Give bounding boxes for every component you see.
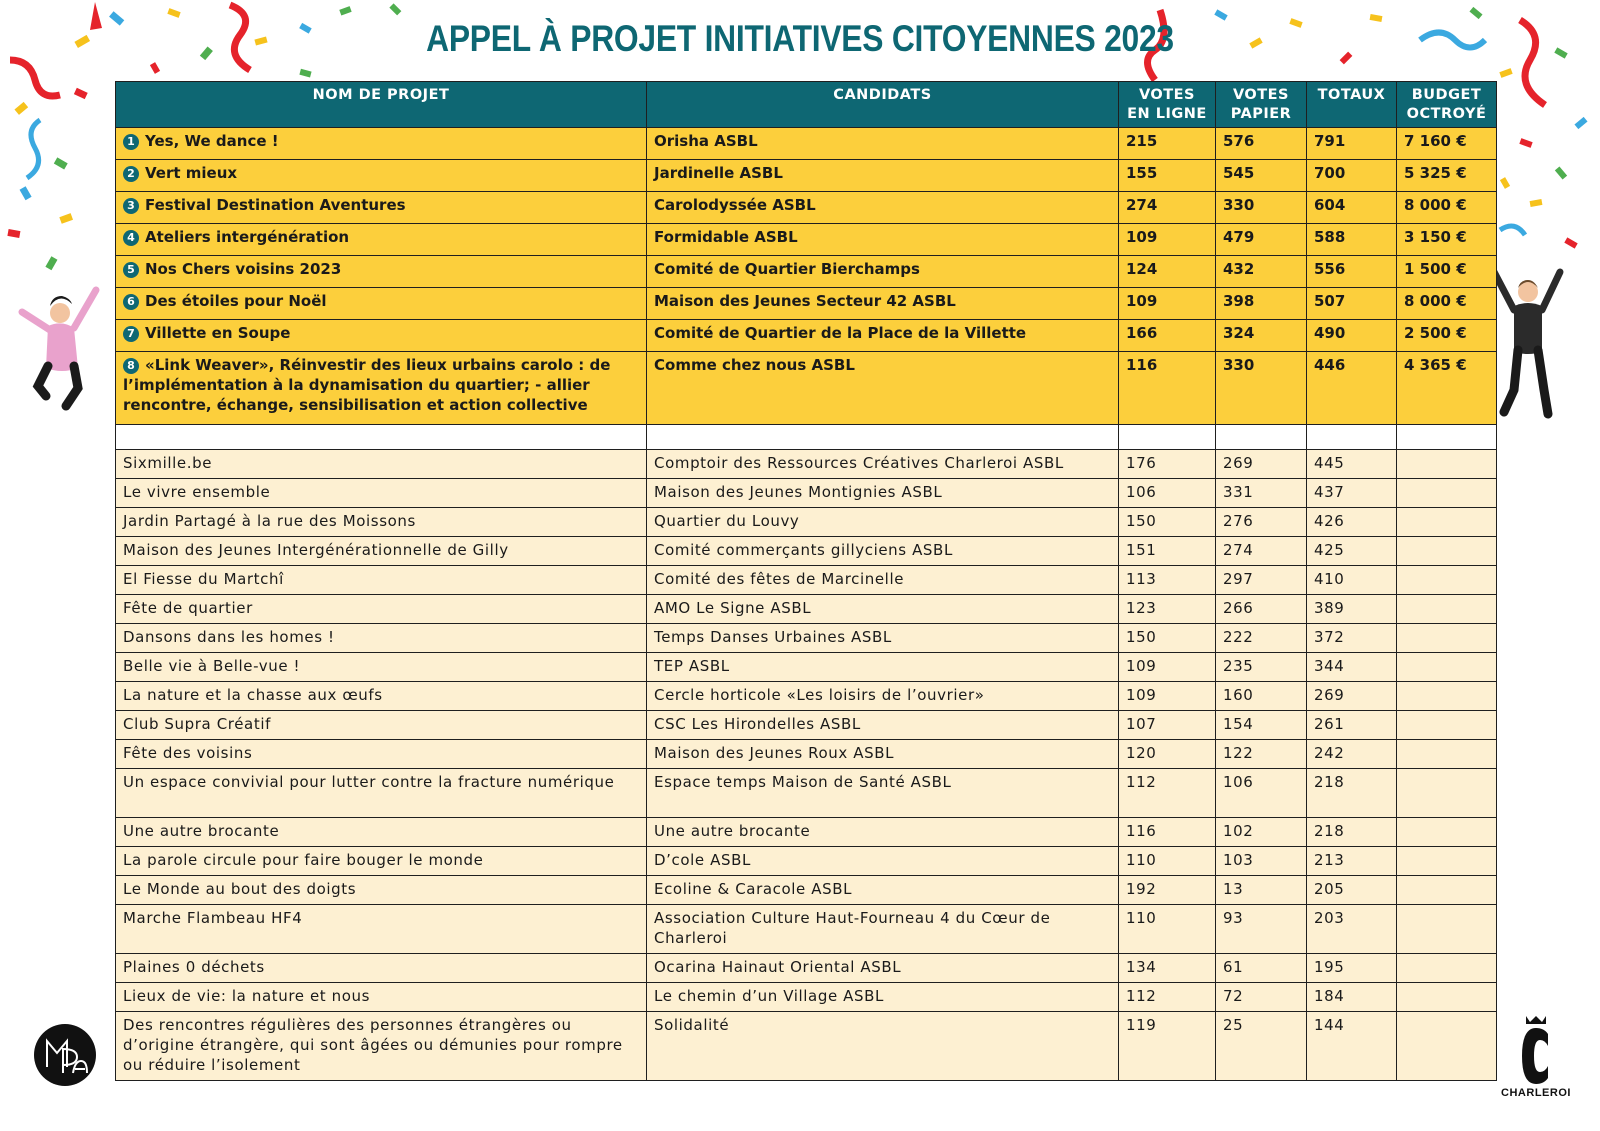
- project-row: [116, 876, 1497, 905]
- col-header-project: NOM DE PROJET: [116, 82, 647, 128]
- mpa-logo: [33, 1023, 97, 1087]
- total-votes-cell: 372: [1307, 624, 1397, 653]
- online-votes-cell: 124: [1119, 256, 1216, 288]
- project-name-cell: Le Monde au bout des doigts: [116, 876, 647, 905]
- candidate-cell: Espace temps Maison de Santé ASBL: [647, 769, 1119, 818]
- candidate-cell: Jardinelle ASBL: [647, 160, 1119, 192]
- project-row: [116, 740, 1497, 769]
- candidate-cell: Comité des fêtes de Marcinelle: [647, 566, 1119, 595]
- paper-votes-cell: 398: [1216, 288, 1307, 320]
- project-name-cell: Club Supra Créatif: [116, 711, 647, 740]
- paper-votes-cell: 235: [1216, 653, 1307, 682]
- online-votes-cell: 116: [1119, 818, 1216, 847]
- rank-badge: 8: [123, 358, 139, 374]
- candidate-cell: Ocarina Hainaut Oriental ASBL: [647, 954, 1119, 983]
- online-votes-cell: 109: [1119, 224, 1216, 256]
- rank-badge: 7: [123, 326, 139, 342]
- total-votes-cell: 203: [1307, 905, 1397, 954]
- charleroi-logo: [1500, 1012, 1572, 1102]
- online-votes-cell: 150: [1119, 624, 1216, 653]
- project-name-cell: Fête de quartier: [116, 595, 647, 624]
- project-name-cell: Jardin Partagé à la rue des Moissons: [116, 508, 647, 537]
- project-row: [116, 537, 1497, 566]
- budget-cell: [1397, 450, 1497, 479]
- project-name: Nos Chers voisins 2023: [145, 260, 342, 278]
- project-name-cell: [116, 352, 647, 425]
- paper-votes-cell: 269: [1216, 450, 1307, 479]
- total-votes-cell: 556: [1307, 256, 1397, 288]
- total-votes-cell: 700: [1307, 160, 1397, 192]
- total-votes-cell: 426: [1307, 508, 1397, 537]
- budget-cell: [1397, 983, 1497, 1012]
- budget-cell: [1397, 537, 1497, 566]
- rank-badge: 2: [123, 166, 139, 182]
- paper-votes-cell: 297: [1216, 566, 1307, 595]
- online-votes-cell: 112: [1119, 983, 1216, 1012]
- candidate-cell: Formidable ASBL: [647, 224, 1119, 256]
- candidate-cell: D’cole ASBL: [647, 847, 1119, 876]
- paper-votes-cell: 331: [1216, 479, 1307, 508]
- online-votes-cell: 274: [1119, 192, 1216, 224]
- col-header-online-votes: VOTES EN LIGNE: [1119, 82, 1216, 128]
- candidate-cell: Comité commerçants gillyciens ASBL: [647, 537, 1119, 566]
- paper-votes-cell: 93: [1216, 905, 1307, 954]
- table-header-row: [116, 82, 1497, 128]
- project-row: [116, 566, 1497, 595]
- budget-cell: 5 325 €: [1397, 160, 1497, 192]
- paper-votes-cell: 274: [1216, 537, 1307, 566]
- online-votes-cell: 109: [1119, 288, 1216, 320]
- total-votes-cell: 344: [1307, 653, 1397, 682]
- online-votes-cell: 120: [1119, 740, 1216, 769]
- total-votes-cell: 205: [1307, 876, 1397, 905]
- total-votes-cell: 184: [1307, 983, 1397, 1012]
- paper-votes-cell: 122: [1216, 740, 1307, 769]
- paper-votes-cell: 276: [1216, 508, 1307, 537]
- total-votes-cell: 269: [1307, 682, 1397, 711]
- paper-votes-cell: 330: [1216, 352, 1307, 425]
- budget-cell: [1397, 818, 1497, 847]
- total-votes-cell: 213: [1307, 847, 1397, 876]
- budget-cell: [1397, 566, 1497, 595]
- total-votes-cell: 261: [1307, 711, 1397, 740]
- rank-badge: 3: [123, 198, 139, 214]
- paper-votes-cell: 102: [1216, 818, 1307, 847]
- online-votes-cell: 116: [1119, 352, 1216, 425]
- project-row: [116, 479, 1497, 508]
- rank-badge: 1: [123, 134, 139, 150]
- project-name-cell: El Fiesse du Martchî: [116, 566, 647, 595]
- charleroi-crown-icon: [1500, 1012, 1572, 1086]
- total-votes-cell: 446: [1307, 352, 1397, 425]
- budget-cell: 1 500 €: [1397, 256, 1497, 288]
- project-name-cell: [116, 256, 647, 288]
- paper-votes-cell: 479: [1216, 224, 1307, 256]
- total-votes-cell: 242: [1307, 740, 1397, 769]
- winner-row: [116, 160, 1497, 192]
- project-name-cell: Fête des voisins: [116, 740, 647, 769]
- budget-cell: 7 160 €: [1397, 128, 1497, 160]
- project-name-cell: Dansons dans les homes !: [116, 624, 647, 653]
- budget-cell: [1397, 624, 1497, 653]
- online-votes-cell: 110: [1119, 905, 1216, 954]
- online-votes-cell: 119: [1119, 1012, 1216, 1081]
- project-row: [116, 595, 1497, 624]
- project-name: Vert mieux: [145, 164, 238, 182]
- total-votes-cell: 445: [1307, 450, 1397, 479]
- total-votes-cell: 791: [1307, 128, 1397, 160]
- project-row: [116, 508, 1497, 537]
- total-votes-cell: 490: [1307, 320, 1397, 352]
- candidate-cell: Cercle horticole «Les loisirs de l’ouvrier»: [647, 682, 1119, 711]
- project-name: Yes, We dance !: [145, 132, 279, 150]
- results-table: [115, 81, 1497, 1081]
- candidate-cell: Le chemin d’un Village ASBL: [647, 983, 1119, 1012]
- online-votes-cell: 151: [1119, 537, 1216, 566]
- project-name-cell: [116, 320, 647, 352]
- project-name: Villette en Soupe: [145, 324, 291, 342]
- winner-row: [116, 288, 1497, 320]
- col-header-totals: TOTAUX: [1307, 82, 1397, 128]
- project-row: [116, 450, 1497, 479]
- total-votes-cell: 507: [1307, 288, 1397, 320]
- project-name-cell: [116, 224, 647, 256]
- online-votes-cell: 155: [1119, 160, 1216, 192]
- total-votes-cell: 195: [1307, 954, 1397, 983]
- project-name: Ateliers intergénération: [145, 228, 350, 246]
- budget-cell: [1397, 769, 1497, 818]
- project-row: [116, 653, 1497, 682]
- budget-cell: [1397, 653, 1497, 682]
- online-votes-cell: 166: [1119, 320, 1216, 352]
- project-name: Des étoiles pour Noël: [145, 292, 327, 310]
- paper-votes-cell: 324: [1216, 320, 1307, 352]
- project-name-cell: Plaines 0 déchets: [116, 954, 647, 983]
- candidate-cell: Une autre brocante: [647, 818, 1119, 847]
- budget-cell: [1397, 954, 1497, 983]
- project-row: [116, 1012, 1497, 1081]
- winner-row: [116, 352, 1497, 425]
- total-votes-cell: 588: [1307, 224, 1397, 256]
- total-votes-cell: 144: [1307, 1012, 1397, 1081]
- budget-cell: 8 000 €: [1397, 288, 1497, 320]
- paper-votes-cell: 61: [1216, 954, 1307, 983]
- total-votes-cell: 218: [1307, 818, 1397, 847]
- winner-row: [116, 224, 1497, 256]
- project-name-cell: Maison des Jeunes Intergénérationnelle de Gilly: [116, 537, 647, 566]
- budget-cell: [1397, 876, 1497, 905]
- budget-cell: 8 000 €: [1397, 192, 1497, 224]
- paper-votes-cell: 576: [1216, 128, 1307, 160]
- candidate-cell: Comptoir des Ressources Créatives Charleroi ASBL: [647, 450, 1119, 479]
- budget-cell: [1397, 595, 1497, 624]
- winner-row: [116, 256, 1497, 288]
- candidate-cell: Quartier du Louvy: [647, 508, 1119, 537]
- total-votes-cell: 410: [1307, 566, 1397, 595]
- total-votes-cell: 604: [1307, 192, 1397, 224]
- paper-votes-cell: 154: [1216, 711, 1307, 740]
- paper-votes-cell: 72: [1216, 983, 1307, 1012]
- project-name-cell: [116, 160, 647, 192]
- rank-badge: 5: [123, 262, 139, 278]
- budget-cell: 4 365 €: [1397, 352, 1497, 425]
- budget-cell: 3 150 €: [1397, 224, 1497, 256]
- online-votes-cell: 110: [1119, 847, 1216, 876]
- project-name-cell: Lieux de vie: la nature et nous: [116, 983, 647, 1012]
- col-header-budget: BUDGET OCTROYÉ: [1397, 82, 1497, 128]
- project-row: [116, 711, 1497, 740]
- budget-cell: [1397, 479, 1497, 508]
- paper-votes-cell: 103: [1216, 847, 1307, 876]
- candidate-cell: TEP ASBL: [647, 653, 1119, 682]
- paper-votes-cell: 222: [1216, 624, 1307, 653]
- online-votes-cell: 112: [1119, 769, 1216, 818]
- project-name-cell: [116, 128, 647, 160]
- project-row: [116, 847, 1497, 876]
- online-votes-cell: 150: [1119, 508, 1216, 537]
- project-row: [116, 624, 1497, 653]
- candidate-cell: Temps Danses Urbaines ASBL: [647, 624, 1119, 653]
- project-row: [116, 818, 1497, 847]
- project-row: [116, 954, 1497, 983]
- paper-votes-cell: 160: [1216, 682, 1307, 711]
- candidate-cell: Comité de Quartier de la Place de la Villette: [647, 320, 1119, 352]
- project-name-cell: La nature et la chasse aux œufs: [116, 682, 647, 711]
- budget-cell: [1397, 1012, 1497, 1081]
- winner-row: [116, 320, 1497, 352]
- jumping-man-illustration: [1492, 268, 1560, 414]
- candidate-cell: Orisha ASBL: [647, 128, 1119, 160]
- total-votes-cell: 437: [1307, 479, 1397, 508]
- candidate-cell: Maison des Jeunes Roux ASBL: [647, 740, 1119, 769]
- candidate-cell: Maison des Jeunes Secteur 42 ASBL: [647, 288, 1119, 320]
- candidate-cell: Comité de Quartier Bierchamps: [647, 256, 1119, 288]
- project-name-cell: Sixmille.be: [116, 450, 647, 479]
- charleroi-wordmark: CHARLEROI: [1501, 1087, 1571, 1099]
- project-name-cell: [116, 288, 647, 320]
- candidate-cell: AMO Le Signe ASBL: [647, 595, 1119, 624]
- total-votes-cell: 389: [1307, 595, 1397, 624]
- winners-section: [116, 128, 1497, 425]
- project-row: [116, 905, 1497, 954]
- paper-votes-cell: 545: [1216, 160, 1307, 192]
- online-votes-cell: 176: [1119, 450, 1216, 479]
- project-name-cell: Un espace convivial pour lutter contre la fracture numérique: [116, 769, 647, 818]
- online-votes-cell: 123: [1119, 595, 1216, 624]
- candidate-cell: Ecoline & Caracole ASBL: [647, 876, 1119, 905]
- budget-cell: [1397, 740, 1497, 769]
- paper-votes-cell: 25: [1216, 1012, 1307, 1081]
- online-votes-cell: 215: [1119, 128, 1216, 160]
- project-row: [116, 769, 1497, 818]
- rank-badge: 4: [123, 230, 139, 246]
- candidate-cell: CSC Les Hirondelles ASBL: [647, 711, 1119, 740]
- candidate-cell: Solidalité: [647, 1012, 1119, 1081]
- project-name-cell: La parole circule pour faire bouger le monde: [116, 847, 647, 876]
- paper-votes-cell: 266: [1216, 595, 1307, 624]
- budget-cell: [1397, 682, 1497, 711]
- others-section: [116, 450, 1497, 1081]
- project-row: [116, 682, 1497, 711]
- candidate-cell: Carolodyssée ASBL: [647, 192, 1119, 224]
- budget-cell: [1397, 508, 1497, 537]
- candidate-cell: Association Culture Haut-Fourneau 4 du Cœur de Charleroi: [647, 905, 1119, 954]
- project-name-cell: [116, 192, 647, 224]
- budget-cell: [1397, 847, 1497, 876]
- paper-votes-cell: 106: [1216, 769, 1307, 818]
- candidate-cell: Maison des Jeunes Montignies ASBL: [647, 479, 1119, 508]
- online-votes-cell: 113: [1119, 566, 1216, 595]
- rank-badge: 6: [123, 294, 139, 310]
- project-name: «Link Weaver», Réinvestir des lieux urbains carolo : de l’implémentation à la dynamisation du quartier; - allier rencontre, échange, sensibilisation et action collective: [123, 356, 611, 414]
- jumping-woman-illustration: [22, 290, 96, 406]
- total-votes-cell: 425: [1307, 537, 1397, 566]
- spacer-row: [116, 425, 1497, 450]
- online-votes-cell: 192: [1119, 876, 1216, 905]
- budget-cell: [1397, 711, 1497, 740]
- online-votes-cell: 107: [1119, 711, 1216, 740]
- paper-votes-cell: 432: [1216, 256, 1307, 288]
- budget-cell: 2 500 €: [1397, 320, 1497, 352]
- col-header-paper-votes: VOTES PAPIER: [1216, 82, 1307, 128]
- project-row: [116, 983, 1497, 1012]
- spacer-section: [116, 425, 1497, 450]
- online-votes-cell: 109: [1119, 682, 1216, 711]
- project-name-cell: Des rencontres régulières des personnes étrangères ou d’origine étrangère, qui sont âgées ou démunies pour rompre ou réduire l’isolement: [116, 1012, 647, 1081]
- total-votes-cell: 218: [1307, 769, 1397, 818]
- paper-votes-cell: 330: [1216, 192, 1307, 224]
- winner-row: [116, 192, 1497, 224]
- winner-row: [116, 128, 1497, 160]
- page-title: APPEL À PROJET INITIATIVES CITOYENNES 2023: [426, 18, 1174, 59]
- candidate-cell: Comme chez nous ASBL: [647, 352, 1119, 425]
- online-votes-cell: 134: [1119, 954, 1216, 983]
- online-votes-cell: 109: [1119, 653, 1216, 682]
- budget-cell: [1397, 905, 1497, 954]
- project-name-cell: Une autre brocante: [116, 818, 647, 847]
- online-votes-cell: 106: [1119, 479, 1216, 508]
- col-header-candidates: CANDIDATS: [647, 82, 1119, 128]
- project-name-cell: Le vivre ensemble: [116, 479, 647, 508]
- project-name-cell: Belle vie à Belle-vue !: [116, 653, 647, 682]
- project-name-cell: Marche Flambeau HF4: [116, 905, 647, 954]
- paper-votes-cell: 13: [1216, 876, 1307, 905]
- project-name: Festival Destination Aventures: [145, 196, 406, 214]
